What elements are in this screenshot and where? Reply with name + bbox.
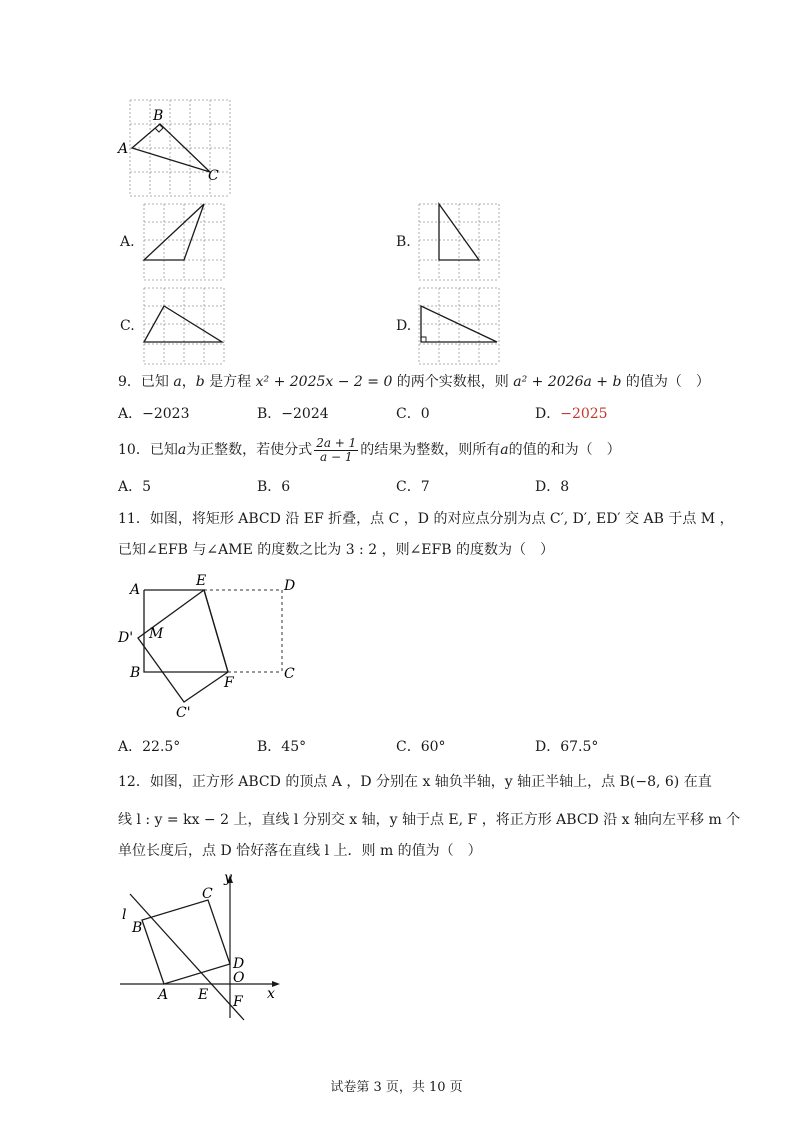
q11-label-d: D xyxy=(284,578,296,594)
q10-option-c-value: 7 xyxy=(420,479,430,495)
q11-stem-line-2 xyxy=(118,540,554,560)
q8-option-d-label: D. xyxy=(396,318,412,334)
q10-option-d-label: D． xyxy=(535,479,561,495)
q8-option-b-label: B. xyxy=(396,234,411,250)
q8-main-figure xyxy=(116,96,240,200)
q12-label-c: C xyxy=(202,886,213,902)
q8-option-b-figure xyxy=(415,200,505,284)
q12-label-b: B xyxy=(132,920,143,936)
q12-label-f: F xyxy=(233,994,243,1010)
q10-text-2: 为正整数，若使分式 xyxy=(186,442,313,458)
page-footer: 试卷第 3 页，共 10 页 xyxy=(330,1080,463,1095)
q11-option-c-value: 60° xyxy=(420,739,446,755)
q9-comma: ， xyxy=(181,374,196,390)
q10-option-b-value: 6 xyxy=(281,479,291,495)
q9-var-a: a xyxy=(173,374,182,390)
q9-option-b-label: B． xyxy=(257,406,282,422)
q11-option-c[interactable] xyxy=(396,737,446,757)
q12-stem-line-1 xyxy=(118,772,712,792)
q10-var-a2: a xyxy=(500,442,509,458)
q8-label-a: A xyxy=(118,141,129,157)
q11-label-f: F xyxy=(224,675,234,691)
q8-option-a-label: A. xyxy=(120,234,135,250)
q10-option-c[interactable] xyxy=(396,477,430,497)
q12-stem-line-3 xyxy=(118,841,482,861)
q11-option-d[interactable] xyxy=(535,737,598,757)
q12-stem-line-2 xyxy=(118,810,740,830)
q12-label-e: E xyxy=(198,987,209,1003)
q10-stem xyxy=(118,434,621,466)
q9-option-a-value: −2023 xyxy=(142,406,190,422)
q11-option-a-label: A． xyxy=(118,739,143,755)
q11-label-e: E xyxy=(196,573,207,589)
q12-label-o: O xyxy=(233,970,245,986)
q9-text-4: 的值为（ ） xyxy=(621,374,710,390)
q11-label-c: C xyxy=(284,666,295,682)
q12-label-x: x xyxy=(267,986,275,1002)
q11-label-dp: D' xyxy=(118,630,134,646)
q10-option-a[interactable] xyxy=(118,477,151,497)
q9-option-d[interactable] xyxy=(535,404,608,424)
q12-number: 12． xyxy=(118,774,150,790)
q9-number: 9． xyxy=(118,374,141,390)
q9-text-3: 的两个实数根，则 xyxy=(392,374,514,390)
q8-label-c: C xyxy=(208,168,219,184)
q9-option-b-value: −2024 xyxy=(281,406,329,422)
q10-denominator: a − 1 xyxy=(320,449,353,464)
q11-label-cp: C' xyxy=(176,705,191,721)
q12-figure xyxy=(112,870,287,1022)
q10-option-a-label: A． xyxy=(118,479,143,495)
q12-label-d: D xyxy=(233,956,245,972)
q9-stem xyxy=(118,372,710,392)
q8-option-a-triangle xyxy=(144,204,204,260)
q12-line-3: 单位长度后，点 D 恰好落在直线 l 上．则 m 的值为（ ） xyxy=(118,843,482,859)
q10-text-3: 的结果为整数，则所有 xyxy=(360,442,501,458)
q11-line-1: 如图，将矩形 ABCD 沿 EF 折叠，点 C ，D 的对应点分别为点 C′, D′, ED′ 交 AB 于点 M ， xyxy=(149,511,734,527)
q11-label-b: B xyxy=(130,665,141,681)
q9-option-b[interactable] xyxy=(257,404,329,424)
q9-text-2: 是方程 xyxy=(204,374,256,390)
q10-text-4: 的值的和为（ ） xyxy=(508,442,621,458)
q9-option-c[interactable] xyxy=(396,404,430,424)
q11-stem-line-1 xyxy=(118,509,734,529)
q9-option-d-label: D． xyxy=(535,406,561,422)
q9-option-a-label: A． xyxy=(118,406,143,422)
q8-option-c-label: C. xyxy=(120,318,135,334)
q10-option-b-label: B． xyxy=(257,479,282,495)
q11-label-m: M xyxy=(149,626,164,642)
q12-square xyxy=(142,900,230,984)
q10-fraction xyxy=(314,437,358,464)
q10-option-b[interactable] xyxy=(257,477,290,497)
q8-option-a-figure xyxy=(140,200,230,284)
q11-figure xyxy=(114,572,304,722)
q9-text-1: 已知 xyxy=(140,374,174,390)
q11-option-b-value: 45° xyxy=(281,739,307,755)
q10-number: 10． xyxy=(118,442,150,458)
q12-label-l: l xyxy=(122,907,127,923)
q8-label-b: B xyxy=(153,108,164,124)
q8-option-c-triangle xyxy=(144,306,222,342)
q9-equation: x² + 2025x − 2 = 0 xyxy=(255,374,393,390)
q12-line-1: 如图，正方形 ABCD 的顶点 A ，D 分别在 x 轴负半轴，y 轴正半轴上，点 B(−8, 6) 在直 xyxy=(149,774,712,790)
q9-option-c-label: C． xyxy=(396,406,421,422)
q10-numerator: 2a + 1 xyxy=(316,435,357,450)
q10-option-d[interactable] xyxy=(535,477,569,497)
q11-option-b-label: B． xyxy=(257,739,282,755)
q9-expression: a² + 2026a + b xyxy=(513,374,622,390)
q12-line-2: 线 l : y = kx − 2 上，直线 l 分别交 x 轴，y 轴于点 E, F ，将正方形 ABCD 沿 x 轴向左平移 m 个 xyxy=(118,812,741,828)
q11-option-a[interactable] xyxy=(118,737,180,757)
q9-var-b: b xyxy=(195,374,205,390)
q9-option-d-value: −2025 xyxy=(560,406,608,422)
q12-label-a: A xyxy=(158,987,169,1003)
q11-option-b[interactable] xyxy=(257,737,306,757)
q10-var-a: a xyxy=(177,442,187,458)
q11-option-d-value: 67.5° xyxy=(560,739,599,755)
q10-option-a-value: 5 xyxy=(142,479,152,495)
q11-option-a-value: 22.5° xyxy=(142,739,181,755)
q8-option-d-figure xyxy=(415,284,505,368)
q10-text-1: 已知 xyxy=(149,442,178,458)
q8-option-c-figure xyxy=(140,284,230,368)
q9-option-c-value: 0 xyxy=(420,406,430,422)
q12-line-l xyxy=(130,894,244,1020)
q11-option-c-label: C． xyxy=(396,739,421,755)
q11-label-a: A xyxy=(130,582,141,598)
q9-option-a[interactable] xyxy=(118,404,189,424)
q11-option-d-label: D． xyxy=(535,739,561,755)
q10-option-d-value: 8 xyxy=(560,479,570,495)
q12-label-y: y xyxy=(224,870,232,886)
q11-line-2: 已知∠EFB 与∠AME 的度数之比为 3 : 2 ，则∠EFB 的度数为（ ） xyxy=(118,542,554,558)
q10-option-c-label: C． xyxy=(396,479,421,495)
q11-number: 11． xyxy=(118,511,150,527)
